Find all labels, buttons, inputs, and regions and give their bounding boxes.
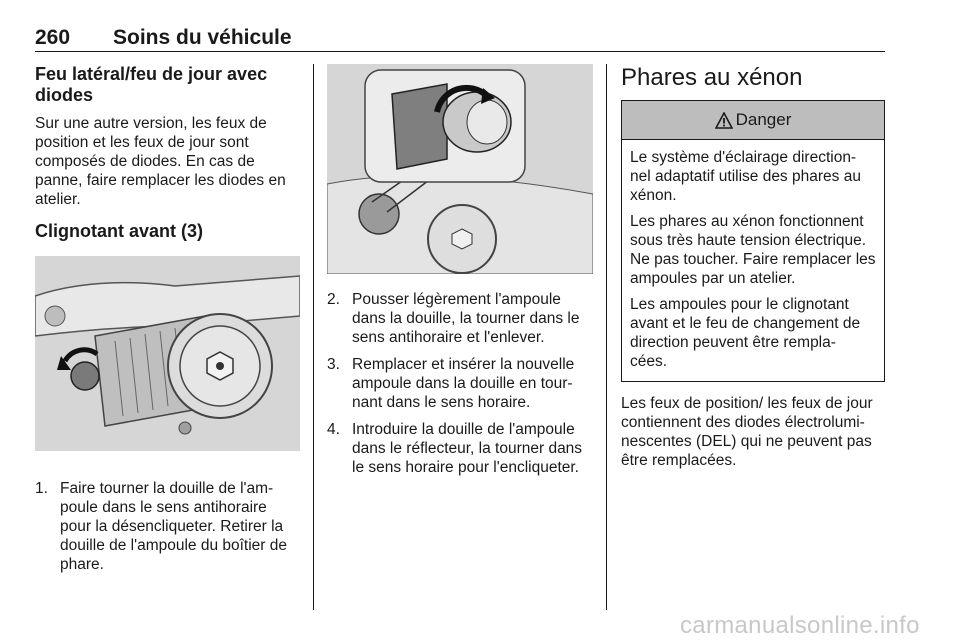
step-text: Remplacer et insérer la nouvelle ampoule dans la douille en tour- nant dans le sens horaire. [352, 356, 575, 411]
section-title: Soins du véhicule [113, 26, 292, 49]
danger-box [621, 100, 885, 382]
step-list-1 [35, 479, 300, 574]
danger-label: Danger [735, 110, 792, 129]
danger-header [622, 101, 884, 140]
heading-led-sidelight: Feu latéral/feu de jour avec diodes [35, 64, 268, 105]
step-number: 2. [327, 291, 340, 308]
header-rule [35, 51, 885, 52]
paragraph-led: Sur une autre version, les feux de position et les feux de jour sont composés de diodes. En cas de panne, faire remplacer les diodes en atelier. [35, 115, 286, 208]
figure-bulb-removal [327, 64, 593, 274]
column-2 [327, 64, 593, 485]
column-divider-2 [606, 64, 607, 610]
step-text: Faire tourner la douille de l'am- poule dans le sens antihoraire pour la désencliqueter. Retirer la douille de l'ampoule du boîtier de phare. [60, 480, 288, 573]
step-number: 1. [35, 480, 48, 497]
step-list-2 [327, 290, 593, 477]
headlamp-illustration-2 [327, 64, 593, 274]
heading-front-indicator: Clignotant avant (3) [35, 221, 204, 241]
danger-paragraph: Les phares au xénon fonctionnent sous très haute tension électrique. Ne pas toucher. Faire remplacer les ampoules par un atelier. [630, 213, 876, 287]
column-1 [35, 64, 300, 582]
danger-body [622, 140, 884, 381]
page-header [35, 26, 885, 50]
column-3 [621, 64, 885, 470]
step-number: 3. [327, 356, 340, 373]
warning-triangle-icon [715, 112, 733, 129]
heading-xenon: Phares au xénon [621, 64, 803, 91]
page-number: 260 [35, 26, 71, 49]
step-text: Pousser légèrement l'ampoule dans la douille, la tourner dans le sens antihoraire et l'enlever. [352, 291, 580, 346]
step-item-4 [327, 420, 593, 477]
step-number: 4. [327, 421, 340, 438]
step-text: Introduire la douille de l'ampoule dans le réflecteur, la tourner dans le sens horaire pour l'encliqueter. [352, 421, 583, 476]
headlamp-illustration-1 [35, 256, 300, 451]
column-divider-1 [313, 64, 314, 610]
danger-paragraph: Le système d'éclairage direction- nel adaptatif utilise des phares au xénon. [630, 149, 861, 204]
step-item-1 [35, 479, 300, 574]
paragraph-led-info: Les feux de position/ les feux de jour contiennent des diodes électrolumi- nescentes (DEL) qui ne peuvent pas être remplacées. [621, 395, 873, 469]
step-item-2 [327, 290, 593, 347]
danger-paragraph: Les ampoules pour le clignotant avant et le feu de changement de direction peuvent être rempla- cées. [630, 296, 861, 370]
figure-indicator-socket [35, 256, 300, 451]
watermark: carmanualsonline.info [680, 612, 920, 639]
step-item-3 [327, 355, 593, 412]
